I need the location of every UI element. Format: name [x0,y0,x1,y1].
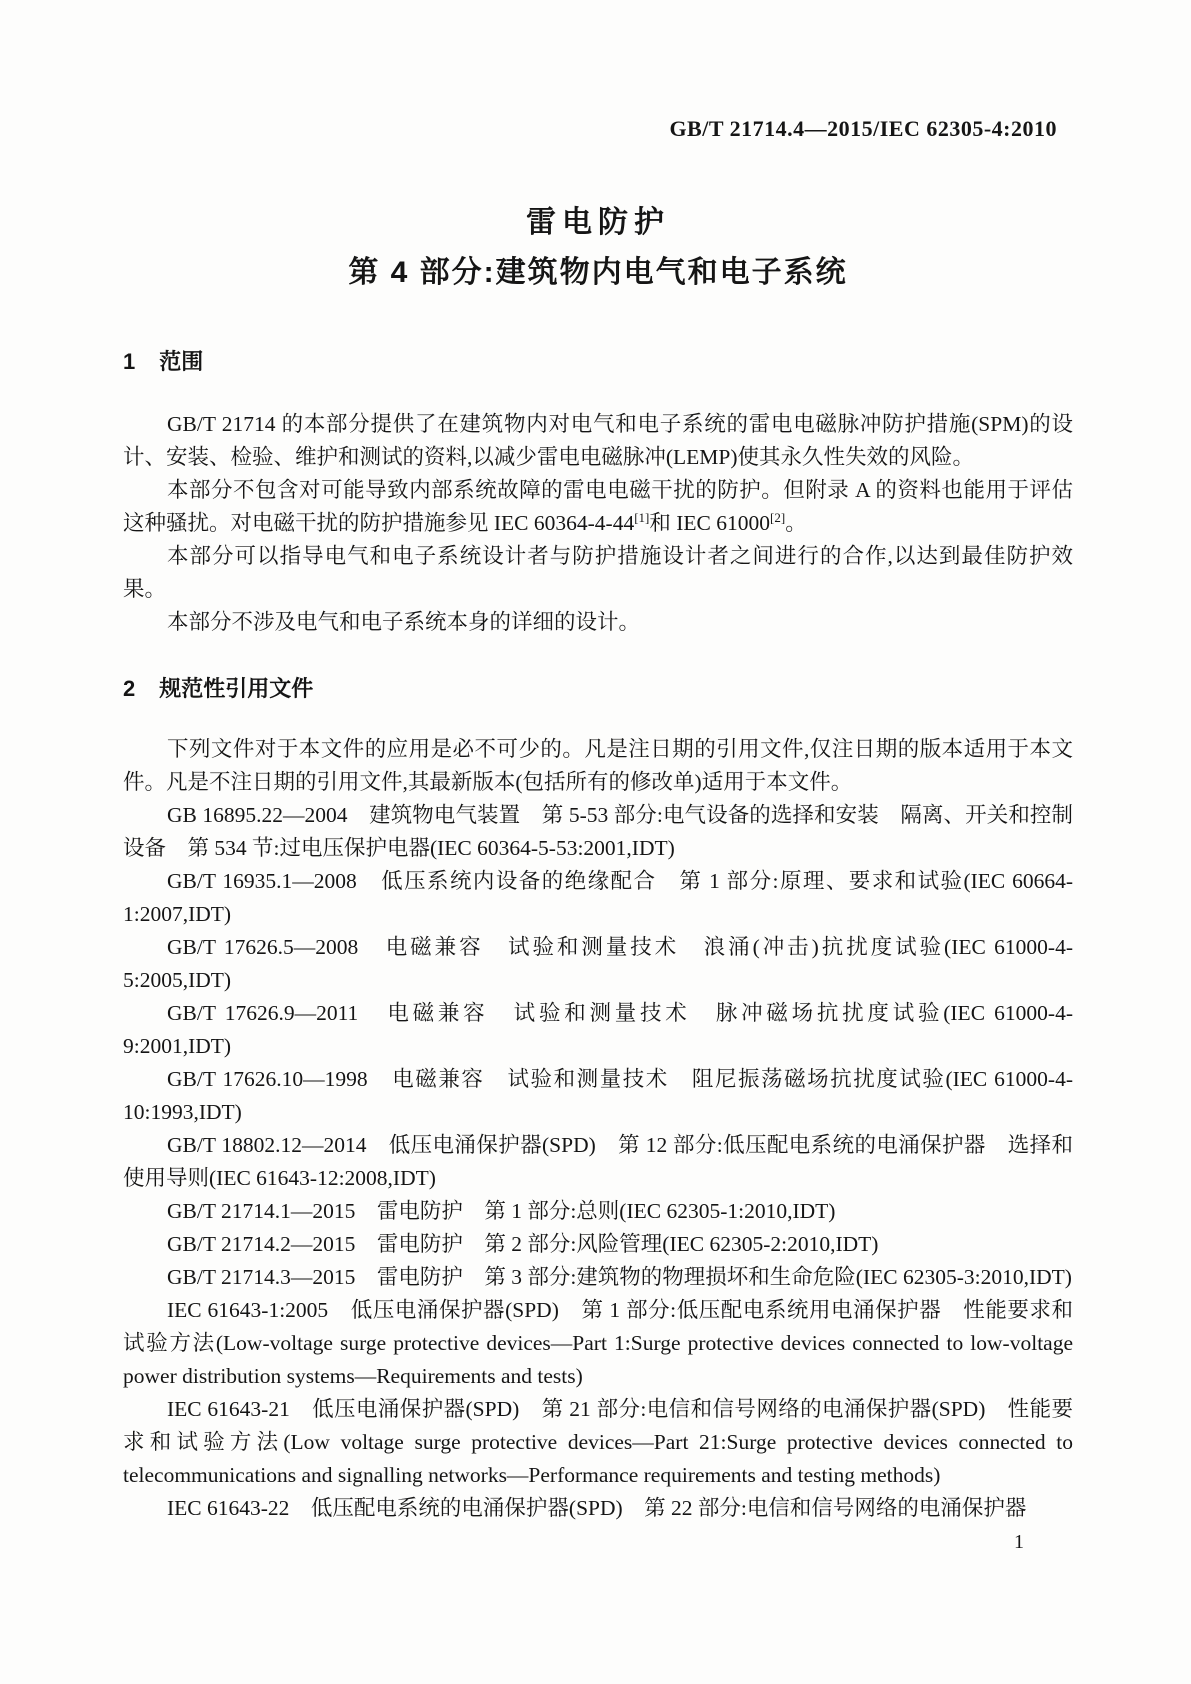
reference-item: IEC 61643-22 低压配电系统的电涌保护器(SPD) 第 22 部分:电信和信号网络的电涌保护器 [167,1496,1027,1520]
scope-paragraph-2-text-b: 和 IEC 61000 [649,511,771,535]
document-title-line1: 雷电防护 [526,206,670,239]
section-2-number: 2 [123,676,136,701]
reference-item: GB/T 18802.12—2014 低压电涌保护器(SPD) 第 12 部分:低压配电系统的电涌保护器 选择和使用导则(IEC 61643-12:2008,IDT) [123,1133,1073,1190]
reference-item: GB/T 17626.10—1998 电磁兼容 试验和测量技术 阻尼振荡磁场抗扰度试验(IEC 61000-4-10:1993,IDT) [123,1067,1073,1124]
reference-item: GB 16895.22—2004 建筑物电气装置 第 5-53 部分:电气设备的选择和安装 隔离、开关和控制设备 第 534 节:过电压保护电器(IEC 60364-5-53:2001,IDT) [123,803,1073,860]
page-number: 1 [1014,1531,1024,1553]
section-2-title: 规范性引用文件 [159,676,314,701]
scope-paragraph-2 [123,474,1073,540]
reference-item: GB/T 21714.1—2015 雷电防护 第 1 部分:总则(IEC 62305-1:2010,IDT) [167,1199,836,1223]
scope-paragraph-2-text-c: 。 [785,511,807,535]
reference-item: IEC 61643-1:2005 低压电涌保护器(SPD) 第 1 部分:低压配电系统用电涌保护器 性能要求和试验方法(Low-voltage surge protective devices—Part 1:Surge protective devices connected to low-voltage power distribution systems—Requirements and tests) [123,1298,1073,1388]
standard-code-header: GB/T 21714.4—2015/IEC 62305-4:2010 [669,116,1057,141]
section-1-number: 1 [123,349,136,374]
section-2-heading [123,672,1073,705]
bibliography-ref-superscript-2: [2] [770,509,786,525]
reference-item: GB/T 17626.5—2008 电磁兼容 试验和测量技术 浪涌(冲击)抗扰度试验(IEC 61000-4-5:2005,IDT) [123,935,1073,992]
section-1-title: 范围 [159,349,204,374]
bibliography-ref-superscript-1: [1] [634,509,650,525]
section-1-body [123,408,1073,639]
reference-item: GB/T 21714.2—2015 雷电防护 第 2 部分:风险管理(IEC 62305-2:2010,IDT) [167,1232,879,1256]
reference-item: GB/T 16935.1—2008 低压系统内设备的绝缘配合 第 1 部分:原理、要求和试验(IEC 60664-1:2007,IDT) [123,869,1073,926]
normative-references-intro: 下列文件对于本文件的应用是必不可少的。凡是注日期的引用文件,仅注日期的版本适用于本文件。凡是不注日期的引用文件,其最新版本(包括所有的修改单)适用于本文件。 [123,737,1073,794]
reference-item: IEC 61643-21 低压电涌保护器(SPD) 第 21 部分:电信和信号网络的电涌保护器(SPD) 性能要求和试验方法(Low voltage surge protective devices—Part 21:Surge protective devices connected to telecommunications and signalling networks—Performance requirements and testing methods) [123,1397,1073,1487]
scope-paragraph-3: 本部分可以指导电气和电子系统设计者与防护措施设计者之间进行的合作,以达到最佳防护效果。 [123,544,1073,601]
document-content [123,0,1073,1525]
document-title-line2: 第 4 部分:建筑物内电气和电子系统 [348,256,848,289]
section-2-body [123,733,1073,1525]
reference-item: GB/T 21714.3—2015 雷电防护 第 3 部分:建筑物的物理损坏和生命危险(IEC 62305-3:2010,IDT) [167,1265,1072,1289]
scope-paragraph-4: 本部分不涉及电气和电子系统本身的详细的设计。 [167,610,641,634]
scope-paragraph-1: GB/T 21714 的本部分提供了在建筑物内对电气和电子系统的雷电电磁脉冲防护措施(SPM)的设计、安装、检验、维护和测试的资料,以减少雷电电磁脉冲(LEMP)使其永久性失效的风险。 [123,412,1073,469]
reference-item: GB/T 17626.9—2011 电磁兼容 试验和测量技术 脉冲磁场抗扰度试验(IEC 61000-4-9:2001,IDT) [123,1001,1073,1058]
section-1-heading [123,345,1073,378]
scope-paragraph-2-text-a: 本部分不包含对可能导致内部系统故障的雷电电磁干扰的防护。但附录 A 的资料也能用于评估这种骚扰。对电磁干扰的防护措施参见 IEC 60364-4-44 [123,478,1073,535]
